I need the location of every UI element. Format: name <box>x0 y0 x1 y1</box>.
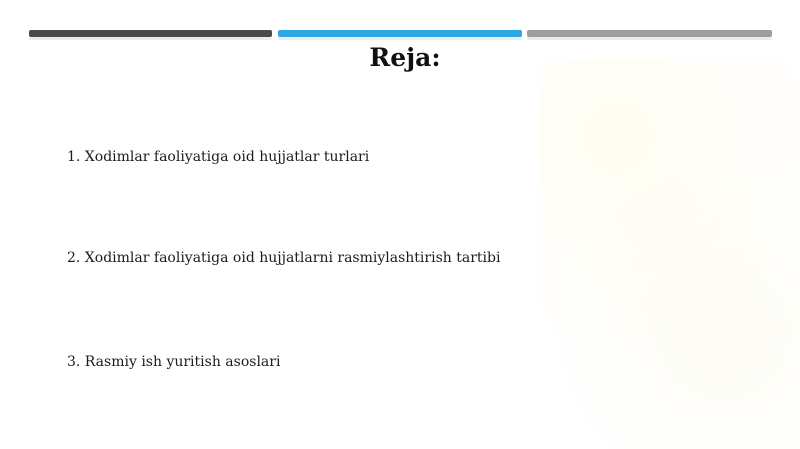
plan-item: 3. Rasmiy ish yuritish asoslari <box>67 354 281 370</box>
header-bar-middle <box>278 30 522 37</box>
header-bar-left <box>29 30 272 37</box>
header-bar-right <box>527 30 772 37</box>
background-pattern <box>540 60 800 449</box>
slide-title: Reja: <box>369 43 441 72</box>
plan-item: 2. Xodimlar faoliyatiga oid hujjatlarni rasmiylashtirish tartibi <box>67 250 501 266</box>
plan-item: 1. Xodimlar faoliyatiga oid hujjatlar turlari <box>67 149 370 165</box>
